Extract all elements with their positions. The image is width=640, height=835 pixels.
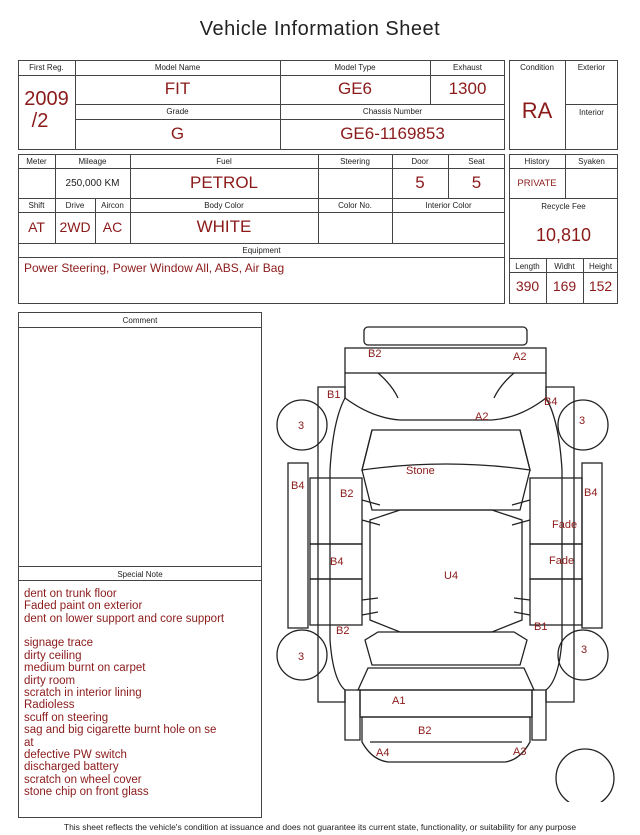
comment-box [18,312,262,818]
damage-mark: A4 [376,747,390,759]
interior-color-label: Interior Color [425,201,472,210]
special-note-item: discharged battery [24,761,119,773]
damage-mark: 3 [298,651,305,663]
mileage-label: Mileage [78,157,107,166]
grade-label: Grade [166,107,189,116]
aircon-label: Aircon [101,201,124,210]
special-note-item: signage trace [24,637,94,649]
damage-mark: B4 [330,556,344,568]
special-note-label: Special Note [117,570,163,579]
grade-value: G [170,124,185,143]
car-damage-diagram [270,322,625,802]
trunk-lid [358,668,534,690]
damage-mark: Fade [552,519,578,531]
damage-mark: B2 [336,625,350,637]
fuel-label: Fuel [216,157,232,166]
windshield [362,430,530,470]
special-note-item: dirty room [24,675,76,687]
special-note-item: scuff on steering [24,712,109,724]
drive-value: 2WD [59,219,91,235]
exhaust-value: 1300 [448,79,487,98]
damage-mark: Stone [406,465,435,477]
damage-mark: B4 [291,480,305,492]
condition-value: RA [521,98,553,123]
mileage-value: 250,000 KM [65,178,120,189]
height-value: 152 [588,278,613,294]
first-reg-label: First Reg. [29,63,64,72]
door-label: Door [411,157,429,166]
body-color-value: WHITE [196,217,252,236]
steering-label: Steering [340,157,370,166]
special-note-item: dirty ceiling [24,650,82,662]
damage-mark: B2 [368,348,382,360]
special-note-item: Radioless [24,699,75,711]
seat-label: Seat [468,157,485,166]
damage-mark: Fade [549,555,575,567]
special-note-item: dent on lower support and core support [24,613,225,625]
first-reg-year: 2009 [24,88,69,110]
height-label: Height [588,262,613,271]
syaken-label: Syaken [578,157,605,166]
chassis-number-label: Chassis Number [362,107,423,116]
damage-mark: 3 [581,644,588,656]
shift-value: AT [28,219,45,235]
meter-label: Meter [26,157,47,166]
damage-mark: 3 [298,420,305,432]
condition-label: Condition [520,63,554,72]
body-color-label: Body Color [204,201,244,210]
model-type-value: GE6 [337,79,373,98]
front-bumper-panel [364,327,527,345]
model-type-label: Model Type [334,63,376,72]
damage-mark: B2 [418,725,432,737]
model-name-value: FIT [164,79,191,98]
exhaust-label: Exhaust [453,63,482,72]
special-note-item: Faded paint on exterior [24,600,143,612]
color-no-label: Color No. [338,201,372,210]
damage-mark: B4 [584,487,598,499]
length-label: Length [515,262,540,271]
special-note-item: stone chip on front glass [24,786,149,798]
model-name-label: Model Name [154,63,201,72]
drive-label: Drive [65,201,85,210]
damage-mark: A2 [513,351,527,363]
damage-mark: B2 [340,488,354,500]
damage-mark: A1 [392,695,406,707]
special-note-item: scratch in interior lining [24,687,142,699]
special-note-item: at [24,737,34,749]
spare-tire [556,749,614,802]
seat-value: 5 [471,173,482,192]
damage-mark: A3 [513,746,527,758]
fuel-value: PETROL [189,173,259,192]
recycle-fee-label: Recycle Fee [541,202,586,211]
first-reg-month: /2 [31,110,49,132]
damage-mark: A2 [475,411,489,423]
special-note-item: dent on trunk floor [24,588,117,600]
shift-label: Shift [28,201,45,210]
equipment-value: Power Steering, Power Window All, ABS, Air Bag [24,261,285,275]
special-note-item: medium burnt on carpet [24,662,146,674]
width-value: 169 [552,278,577,294]
rear-glass [365,632,527,665]
exterior-label: Exterior [577,63,606,72]
damage-mark: B1 [534,621,548,633]
disclaimer-footer: This sheet reflects the vehicle's condition at issuance and does not guarantee its current state, functionality, or suitability for any purpose [63,822,577,832]
damage-mark: B1 [327,389,341,401]
hood-panel [345,373,546,420]
damage-mark: U4 [444,570,459,582]
length-value: 390 [515,278,540,294]
recycle-fee-value: 10,810 [535,225,592,245]
door-value: 5 [415,173,425,192]
history-label: History [524,157,550,166]
special-note-item: scratch on wheel cover [24,774,142,786]
special-note-item: sag and big cigarette burnt hole on se [24,724,217,736]
page-title: Vehicle Information Sheet [199,18,441,40]
rear-panel [360,690,532,717]
damage-mark: 3 [579,415,586,427]
equipment-label: Equipment [242,246,281,255]
chassis-number-value: GE6-1169853 [340,124,445,143]
interior-label: Interior [579,108,604,117]
comment-label: Comment [122,316,158,325]
width-label: Widht [554,262,575,271]
special-note-item: defective PW switch [24,749,127,761]
aircon-value: AC [102,219,123,235]
damage-mark: B4 [544,396,558,408]
history-value: PRIVATE [517,178,557,189]
